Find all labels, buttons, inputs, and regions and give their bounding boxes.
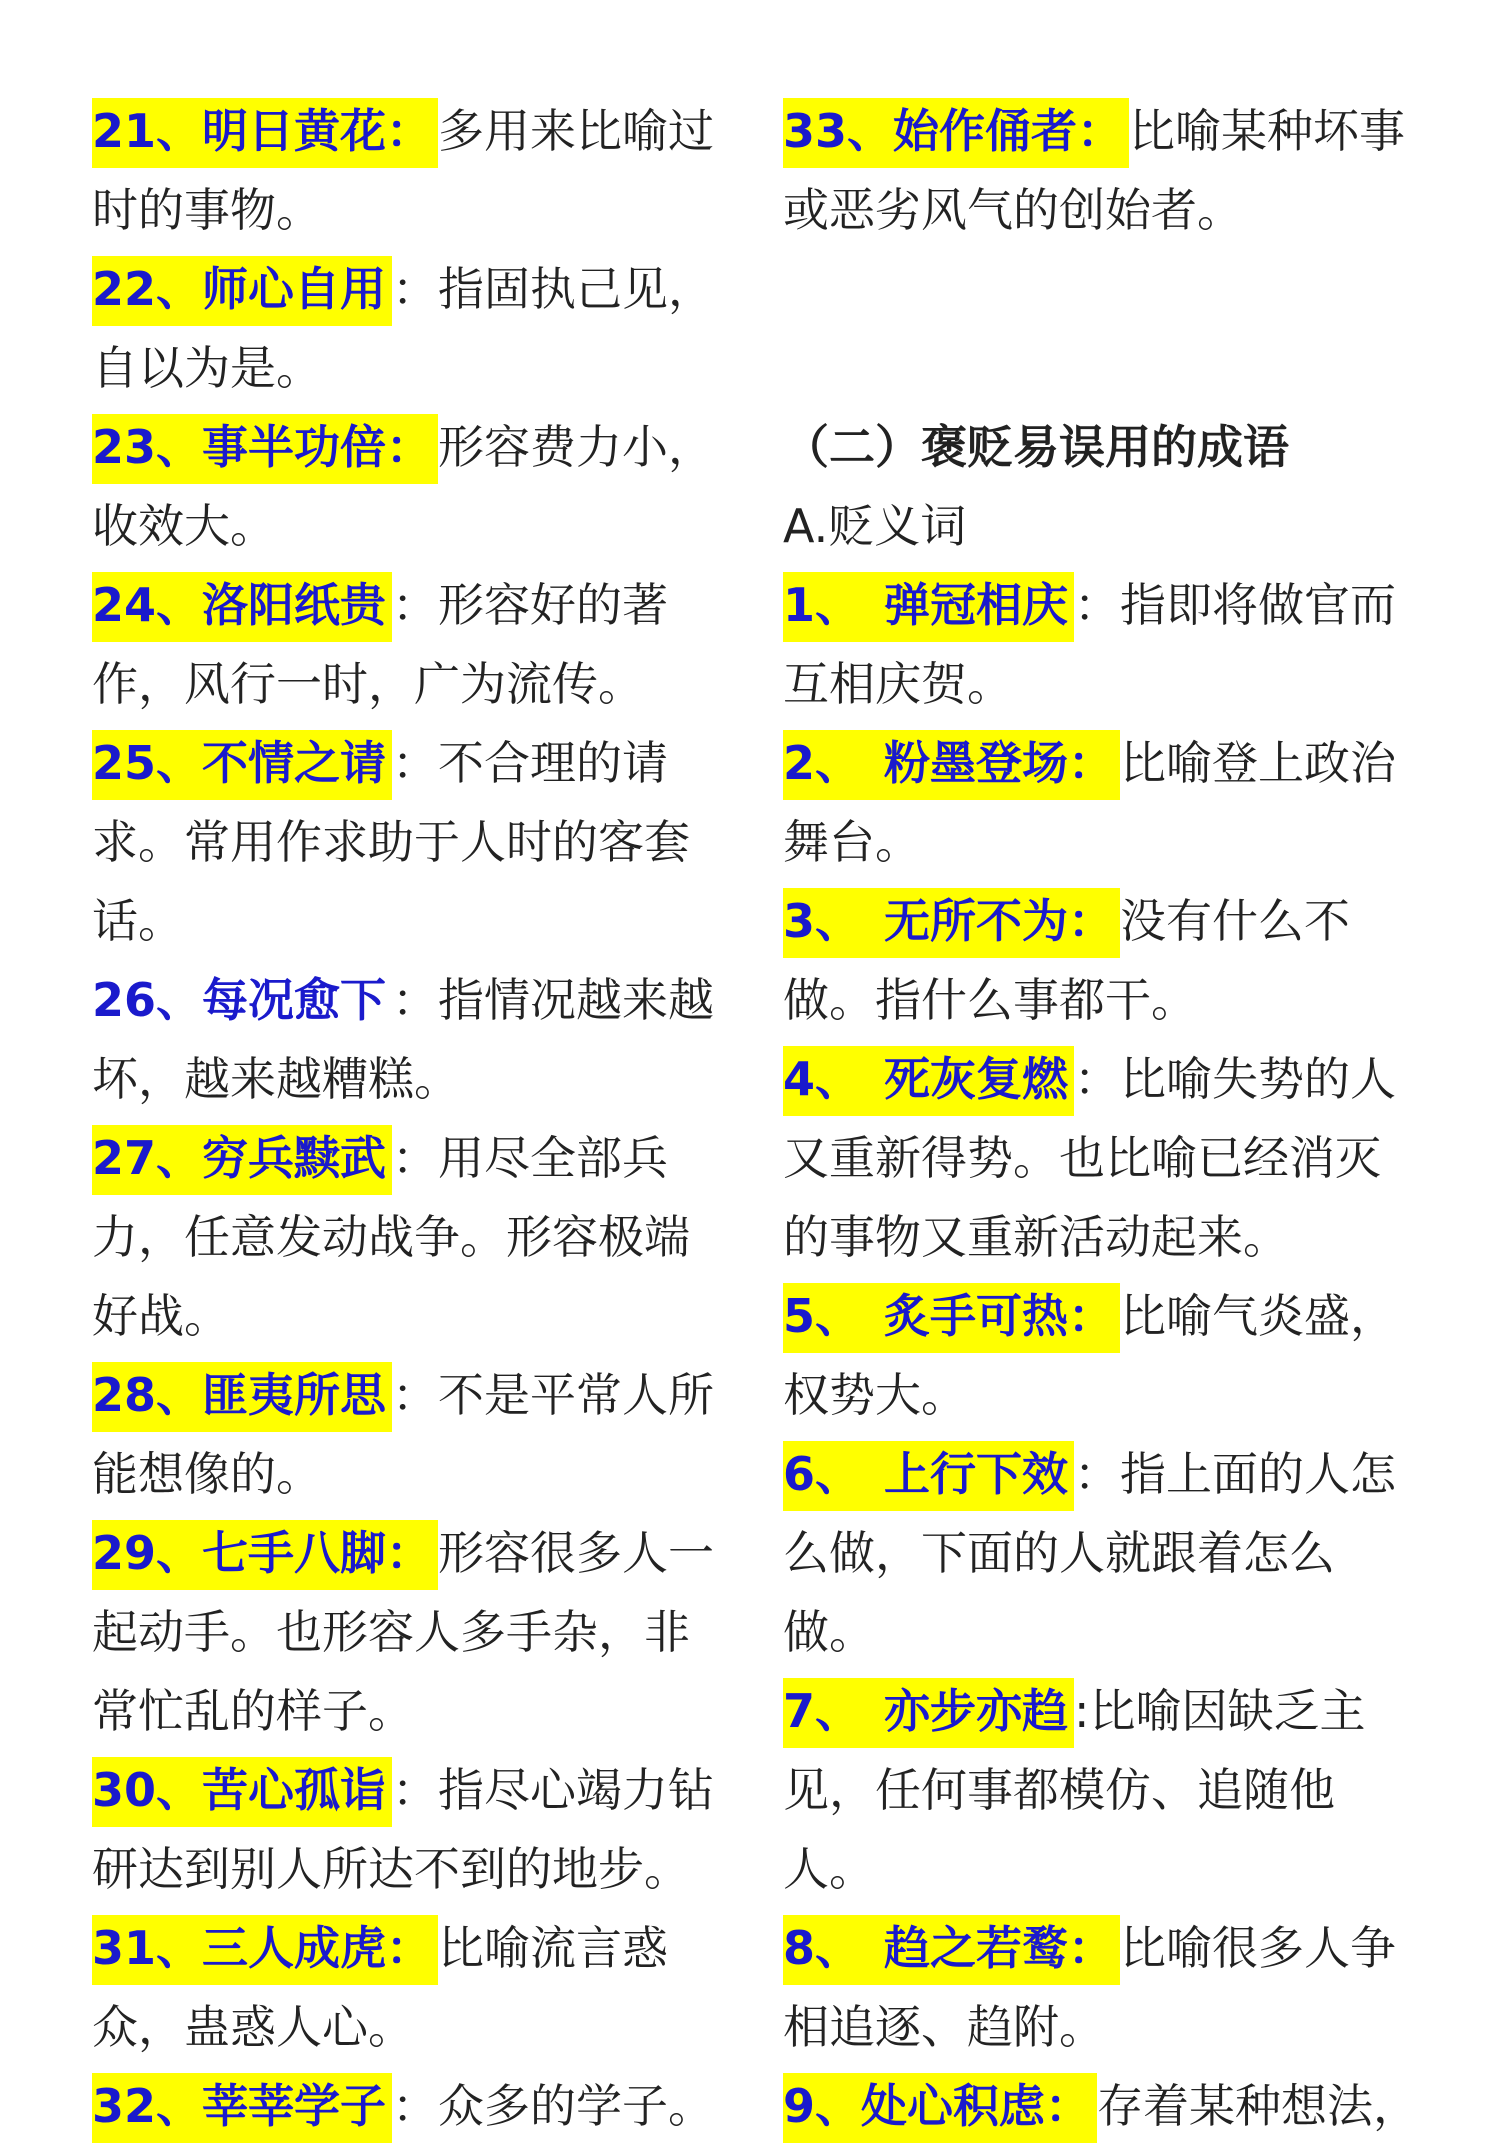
idiom-definition: 比喻登上政治舞台。 — [783, 736, 1397, 869]
idiom-definition: ：不是平常人所能想像的。 — [92, 1368, 715, 1501]
idiom-term: 27、穷兵黩武 — [92, 1125, 392, 1195]
idiom-definition: 比喻流言惑众，蛊惑人心。 — [92, 1921, 669, 2054]
idiom-term: 3、 无所不为： — [783, 888, 1120, 958]
idiom-entry — [783, 2067, 1423, 2146]
idiom-definition: ：比喻失势的人又重新得势。也比喻已经消灭的事物又重新活动起来。 — [783, 1052, 1397, 1264]
idiom-entry — [92, 1356, 732, 1514]
idiom-term: 22、师心自用 — [92, 256, 392, 326]
idiom-definition: 没有什么不做。指什么事都干。 — [783, 894, 1351, 1027]
idiom-term: 31、三人成虎： — [92, 1915, 438, 1985]
idiom-entry — [92, 1909, 732, 2067]
idiom-entry — [92, 250, 732, 408]
idiom-entry — [783, 1672, 1423, 1909]
idiom-entry — [92, 961, 732, 1119]
subsection-label: A.贬义词 — [783, 499, 967, 553]
idiom-entry — [783, 882, 1423, 1040]
idiom-entry — [783, 1435, 1423, 1672]
idiom-term: 26、每况愈下 — [92, 973, 387, 1027]
idiom-term: 5、 炙手可热： — [783, 1283, 1120, 1353]
idiom-term: 6、 上行下效 — [783, 1441, 1074, 1511]
idiom-term: 24、洛阳纸贵 — [92, 572, 392, 642]
section-title: （二）褒贬易误用的成语 — [783, 420, 1289, 474]
idiom-definition: ：指即将做官而互相庆贺。 — [783, 578, 1397, 711]
idiom-definition: 存着某种想法， — [1097, 2079, 1420, 2133]
idiom-entry — [783, 1277, 1423, 1435]
idiom-entry — [783, 724, 1423, 882]
idiom-entry — [783, 1909, 1423, 2067]
idiom-definition: 形容费力小，收效大。 — [92, 420, 715, 553]
idiom-entry — [92, 1751, 732, 1909]
idiom-term: 9、处心积虑： — [783, 2073, 1097, 2143]
blank-line — [783, 250, 1423, 329]
idiom-entry — [92, 408, 732, 566]
idiom-definition: ：不合理的请求。常用作求助于人时的客套话。 — [92, 736, 690, 948]
idiom-term: 4、 死灰复燃 — [783, 1046, 1074, 1116]
idiom-entry — [783, 1040, 1423, 1277]
idiom-definition: ：众多的学子。 — [392, 2079, 715, 2133]
idiom-definition: ：指尽心竭力钻研达到别人所达不到的地步。 — [92, 1763, 715, 1896]
idiom-term: 30、苦心孤诣 — [92, 1757, 392, 1827]
idiom-entry — [92, 1119, 732, 1356]
idiom-entry — [92, 1514, 732, 1751]
idiom-definition: :比喻因缺乏主见，任何事都模仿、追随他人。 — [783, 1684, 1366, 1896]
idiom-definition: ：指固执己见，自以为是。 — [92, 262, 715, 395]
idiom-term: 29、七手八脚： — [92, 1520, 438, 1590]
idiom-entry — [783, 566, 1423, 724]
idiom-definition: ：指情况越来越坏，越来越糟糕。 — [92, 973, 715, 1106]
idiom-term: 21、明日黄花： — [92, 98, 438, 168]
idiom-definition: 多用来比喻过时的事物。 — [92, 104, 715, 237]
idiom-definition: ：形容好的著作，风行一时，广为流传。 — [92, 578, 669, 711]
idiom-definition: 比喻很多人争相追逐、趋附。 — [783, 1921, 1397, 2054]
idiom-term: 33、始作俑者： — [783, 98, 1129, 168]
idiom-term: 25、不情之请 — [92, 730, 392, 800]
idiom-definition: 比喻气炎盛，权势大。 — [783, 1289, 1397, 1422]
idiom-definition: 形容很多人一起动手。也形容人多手杂，非常忙乱的样子。 — [92, 1526, 715, 1738]
right-column — [783, 92, 1423, 2146]
idiom-term: 28、匪夷所思 — [92, 1362, 392, 1432]
idiom-term: 8、 趋之若鹜： — [783, 1915, 1120, 1985]
idiom-entry — [783, 92, 1423, 250]
idiom-definition: 比喻某种坏事或恶劣风气的创始者。 — [783, 104, 1406, 237]
idiom-entry — [92, 566, 732, 724]
idiom-definition: ：指上面的人怎么做，下面的人就跟着怎么做。 — [783, 1447, 1397, 1659]
idiom-term: 32、莘莘学子 — [92, 2073, 392, 2143]
idiom-entry — [92, 2067, 732, 2146]
idiom-term: 2、 粉墨登场： — [783, 730, 1120, 800]
blank-line — [783, 329, 1423, 408]
idiom-term: 23、事半功倍： — [92, 414, 438, 484]
idiom-definition: ：用尽全部兵力，任意发动战争。形容极端好战。 — [92, 1131, 690, 1343]
idiom-term: 1、 弹冠相庆 — [783, 572, 1074, 642]
idiom-entry — [92, 724, 732, 961]
idiom-entry — [92, 92, 732, 250]
left-column — [92, 92, 732, 2146]
idiom-term: 7、 亦步亦趋 — [783, 1678, 1074, 1748]
